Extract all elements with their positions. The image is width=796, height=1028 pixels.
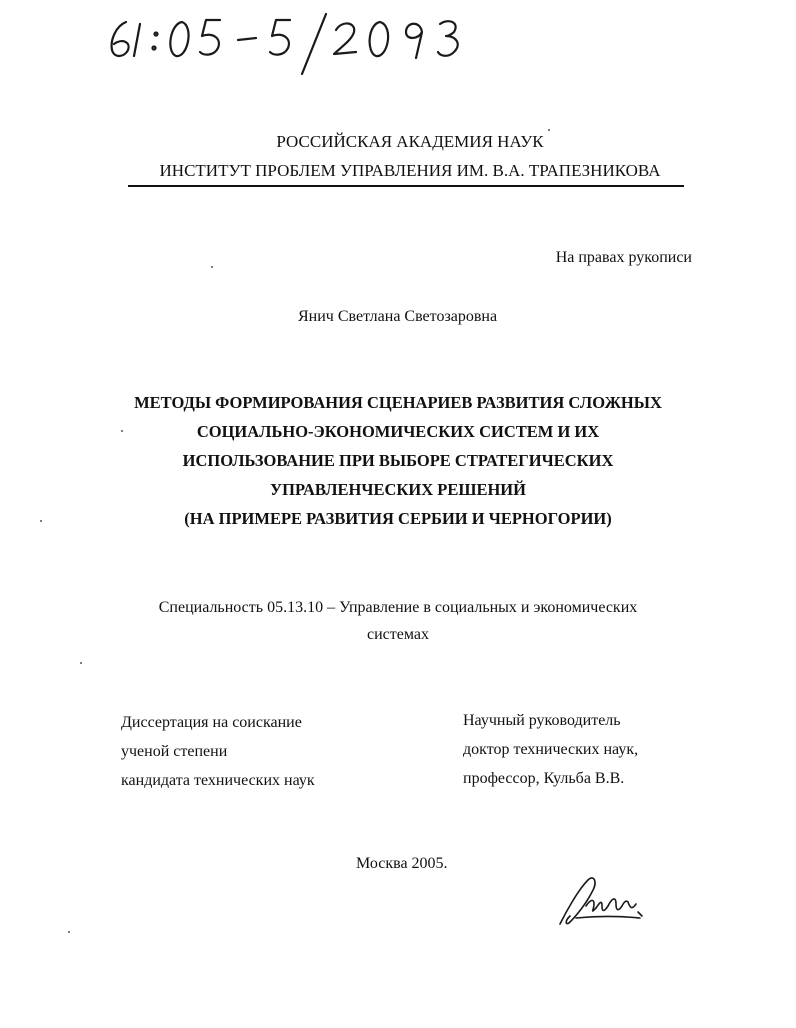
academy-name: РОССИЙСКАЯ АКАДЕМИЯ НАУК [276,132,544,151]
supervisor-line: профессор, Кульба В.В. [463,770,625,787]
institute-name: ИНСТИТУТ ПРОБЛЕМ УПРАВЛЕНИЯ ИМ. В.А. ТРАПЕЗНИКОВА [159,161,661,180]
handwritten-archive-code [104,8,484,78]
degree-block [121,708,315,795]
title-line: МЕТОДЫ ФОРМИРОВАНИЯ СЦЕНАРИЕВ РАЗВИТИЯ СЛОЖНЫХ [134,393,662,412]
scan-speck [548,129,550,131]
scan-speck [80,662,82,664]
specialty-block [0,594,796,648]
supervisor-line: Научный руководитель [463,712,621,729]
city-and-year: Москва 2005. [356,855,448,872]
degree-line: ученой степени [121,743,228,760]
author-name: Янич Светлана Светозаровна [298,308,498,325]
supervisor-line: доктор технических наук, [463,741,639,758]
specialty-line: Специальность 05.13.10 – Управление в социальных и экономических [158,599,638,616]
scan-speck [121,430,123,432]
title-line: (НА ПРИМЕРЕ РАЗВИТИЯ СЕРБИИ И ЧЕРНОГОРИИ) [184,509,612,528]
specialty-line: системах [367,626,429,643]
scan-speck [40,520,42,522]
title-line: УПРАВЛЕНЧЕСКИХ РЕШЕНИЙ [270,480,526,499]
scan-speck [68,931,70,933]
title-line: СОЦИАЛЬНО-ЭКОНОМИЧЕСКИХ СИСТЕМ И ИХ [196,422,600,441]
header-divider [128,185,684,187]
signature-drawing [556,872,656,932]
manuscript-rights-note: На правах рукописи [555,249,692,266]
dissertation-title [0,388,796,533]
degree-line: Диссертация на соискание [121,714,302,731]
supervisor-block [463,706,638,793]
handwritten-signature [556,872,656,932]
scan-speck [211,266,213,268]
title-line: ИСПОЛЬЗОВАНИЕ ПРИ ВЫБОРЕ СТРАТЕГИЧЕСКИХ [182,451,614,470]
degree-line: кандидата технических наук [121,772,315,789]
